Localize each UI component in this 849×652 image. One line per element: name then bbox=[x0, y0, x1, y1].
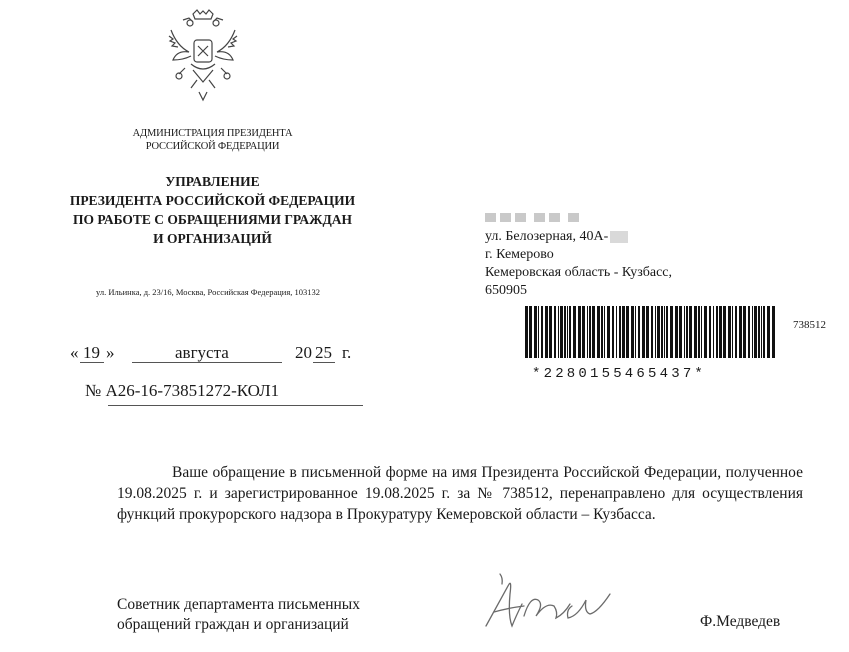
admin-line-2: РОССИЙСКОЙ ФЕДЕРАЦИИ bbox=[145, 141, 280, 152]
barcode-bar bbox=[675, 306, 678, 358]
date-suffix: г. bbox=[342, 343, 352, 362]
barcode-bar bbox=[529, 306, 532, 358]
barcode-bar bbox=[607, 306, 610, 358]
barcode-bar bbox=[716, 306, 718, 358]
recipient-region: Кемеровская область - Кузбасс, bbox=[485, 265, 673, 280]
barcode-bar bbox=[763, 306, 765, 358]
barcode-bar bbox=[723, 306, 726, 358]
barcode-bar bbox=[670, 306, 673, 358]
barcode-bar bbox=[538, 306, 539, 358]
barcode-bar bbox=[772, 306, 775, 358]
barcode-bar bbox=[686, 306, 688, 358]
dept-line-4: И ОРГАНИЗАЦИЙ bbox=[153, 231, 272, 246]
barcode-bar bbox=[661, 306, 663, 358]
barcode-bar bbox=[657, 306, 660, 358]
registration-number: № А26-16-73851272-КОЛ1 bbox=[85, 381, 280, 400]
barcode-bar bbox=[619, 306, 621, 358]
signatory-title bbox=[117, 595, 360, 635]
signatory-name: Ф.Медведев bbox=[700, 613, 781, 630]
barcode-bar bbox=[701, 306, 702, 358]
barcode-bar bbox=[664, 306, 665, 358]
barcode-bar bbox=[564, 306, 566, 358]
barcode-bar bbox=[631, 306, 634, 358]
barcode-bar bbox=[616, 306, 617, 358]
barcode-bar bbox=[541, 306, 543, 358]
dept-line-1: УПРАВЛЕНИЕ bbox=[165, 174, 260, 189]
barcode-bar bbox=[713, 306, 714, 358]
barcode-side-number: 738512 bbox=[793, 319, 826, 331]
administration-title bbox=[20, 127, 405, 153]
barcode-bar bbox=[748, 306, 750, 358]
barcode-bar bbox=[587, 306, 588, 358]
date-month: августа bbox=[175, 343, 229, 362]
year-underline bbox=[313, 362, 335, 363]
barcode-bar bbox=[684, 306, 685, 358]
signatory-title-line-1: Советник департамента письменных bbox=[117, 596, 360, 613]
handwritten-signature bbox=[480, 568, 625, 638]
barcode-bar bbox=[626, 306, 629, 358]
barcode-bar bbox=[638, 306, 640, 358]
department-title bbox=[20, 172, 405, 248]
barcode-bar bbox=[679, 306, 682, 358]
regnum-underline bbox=[108, 405, 363, 406]
barcode-bar bbox=[754, 306, 757, 358]
barcode-bar bbox=[573, 306, 576, 358]
barcode-bar bbox=[612, 306, 614, 358]
barcode-digits: *2280155465437* bbox=[532, 366, 707, 382]
barcode-bar bbox=[569, 306, 571, 358]
barcode-bar bbox=[560, 306, 563, 358]
recipient-city: г. Кемерово bbox=[485, 247, 554, 262]
barcode-bar bbox=[534, 306, 537, 358]
date-century: 20 bbox=[295, 343, 312, 362]
barcode-bar bbox=[567, 306, 568, 358]
barcode-bar bbox=[666, 306, 668, 358]
letter-body bbox=[117, 462, 803, 525]
barcode-bar bbox=[709, 306, 711, 358]
date-line bbox=[70, 343, 370, 365]
barcode-bar bbox=[525, 306, 528, 358]
recipient-street: ул. Белозерная, 40А- bbox=[485, 229, 609, 244]
date-open-quote: « bbox=[70, 343, 79, 362]
barcode-bar bbox=[698, 306, 700, 358]
barcode-bar bbox=[739, 306, 742, 358]
barcode-bar bbox=[694, 306, 697, 358]
barcode-bar bbox=[743, 306, 746, 358]
signatory-title-line-2: обращений граждан и организаций bbox=[117, 616, 349, 633]
day-underline bbox=[80, 362, 104, 363]
barcode-bar bbox=[578, 306, 581, 358]
barcode-bar bbox=[549, 306, 552, 358]
dept-line-3: ПО РАБОТЕ С ОБРАЩЕНИЯМИ ГРАЖДАН bbox=[72, 212, 353, 227]
admin-line-1: АДМИНИСТРАЦИЯ ПРЕЗИДЕНТА bbox=[132, 128, 293, 139]
barcode-bar bbox=[651, 306, 653, 358]
barcode-bar bbox=[642, 306, 645, 358]
barcode-bar bbox=[758, 306, 760, 358]
sender-address: ул. Ильинка, д. 23/16, Москва, Российская Федерация, 103132 bbox=[95, 287, 321, 297]
redaction-block bbox=[610, 231, 628, 243]
barcode-bar bbox=[689, 306, 692, 358]
barcode-bar bbox=[761, 306, 762, 358]
barcode-bar bbox=[597, 306, 600, 358]
barcode-bar bbox=[601, 306, 603, 358]
date-year: 25 bbox=[315, 343, 332, 362]
coat-of-arms-icon bbox=[163, 8, 243, 110]
barcode-bar bbox=[592, 306, 595, 358]
barcode-bar bbox=[622, 306, 625, 358]
barcode-bar bbox=[735, 306, 737, 358]
barcode-bar bbox=[582, 306, 585, 358]
barcode-bar bbox=[558, 306, 559, 358]
barcode-bar bbox=[545, 306, 548, 358]
barcode-bar bbox=[704, 306, 707, 358]
barcode-image bbox=[525, 306, 775, 358]
date-day: 19 bbox=[83, 343, 100, 362]
barcode-bar bbox=[604, 306, 605, 358]
date-close-quote: » bbox=[106, 343, 115, 362]
barcode-bar bbox=[646, 306, 649, 358]
barcode-bar bbox=[732, 306, 733, 358]
barcode-bar bbox=[635, 306, 636, 358]
recipient-address bbox=[485, 228, 672, 300]
recipient-postcode: 650905 bbox=[485, 283, 527, 298]
body-paragraph: Ваше обращение в письменной форме на имя Президента Российской Федерации, полученное 19.08.2025 г. и зарегистрированное 19.08.2025 г. за № 738512, перенаправлено для осуществления функций прокурорского надзора в Прокуратуру Кемеровской области – Кузбасса. bbox=[117, 464, 803, 523]
barcode-bar bbox=[554, 306, 556, 358]
barcode-bar bbox=[589, 306, 591, 358]
dept-line-2: ПРЕЗИДЕНТА РОССИЙСКОЙ ФЕДЕРАЦИИ bbox=[69, 193, 356, 208]
barcode-bar bbox=[728, 306, 731, 358]
barcode-bar bbox=[767, 306, 770, 358]
barcode-bar bbox=[719, 306, 722, 358]
barcode-bar bbox=[752, 306, 753, 358]
recipient-name-redacted bbox=[485, 208, 583, 226]
barcode-bar bbox=[655, 306, 656, 358]
